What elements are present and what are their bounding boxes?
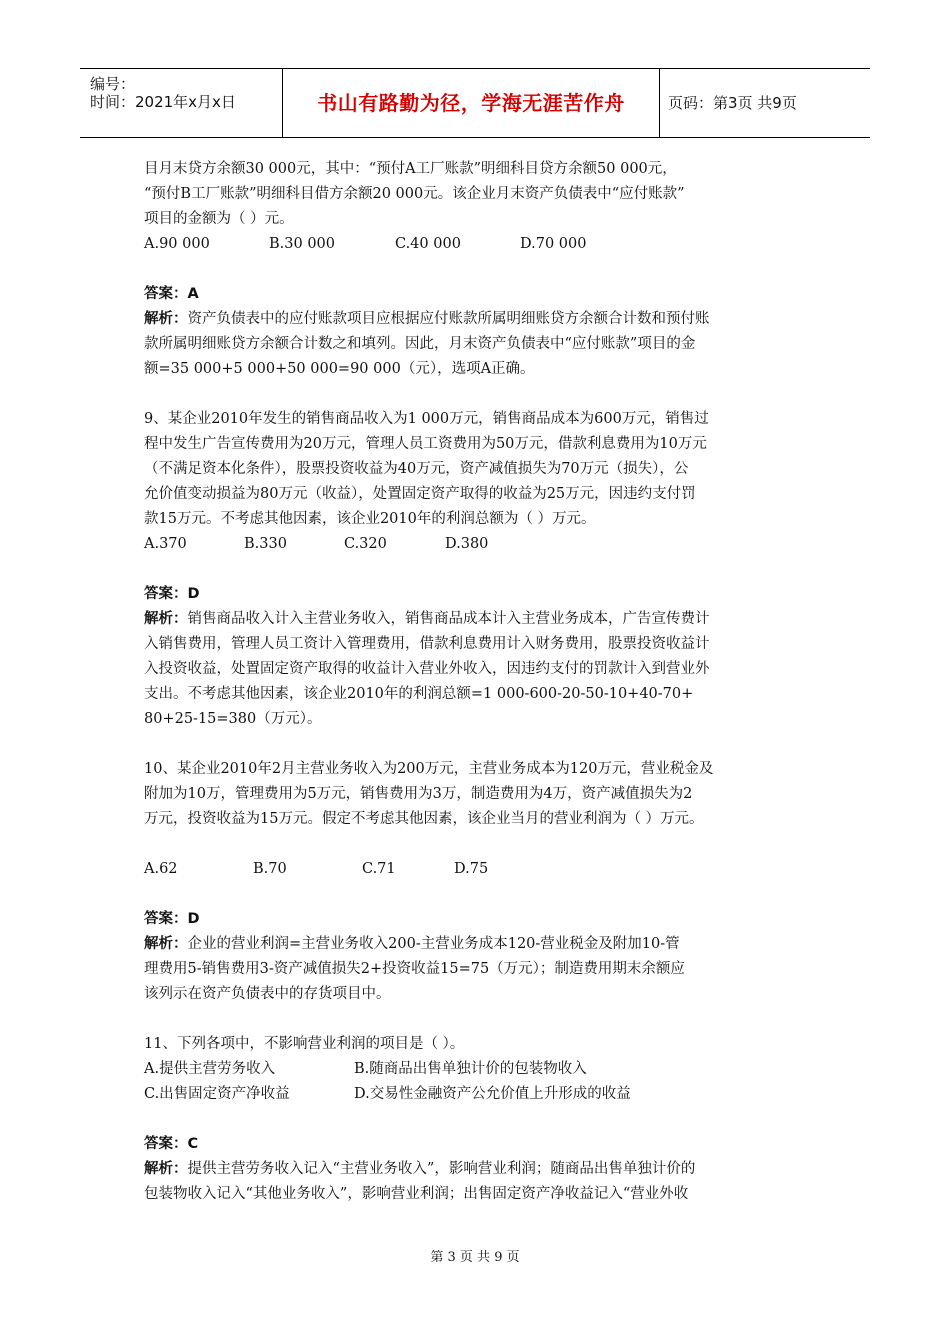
option-b: B.70 <box>253 861 287 877</box>
option-b: B.30 000 <box>269 236 336 252</box>
header-meta <box>80 69 283 137</box>
question-8 <box>144 157 804 382</box>
question-text-line: 项目的金额为（ ）元。 <box>144 211 294 227</box>
question-text-line: 9、某企业2010年发生的销售商品收入为1 000万元，销售商品成本为600万元，销售过 <box>144 411 709 427</box>
header-page-label: 页码：第3页 共9页 <box>668 94 797 112</box>
option-d: D.75 <box>454 861 489 877</box>
question-text-line: 允价值变动损益为80万元（收益），处置固定资产取得的收益为25万元，因违约支付罚 <box>144 486 696 502</box>
analysis-first-line <box>144 1157 804 1182</box>
document-body <box>144 157 804 1207</box>
question-9 <box>144 407 804 732</box>
option-b: B.330 <box>244 536 287 552</box>
analysis-line: 包装物收入记入“其他业务收入”，影响营业利润；出售固定资产净收益记入“营业外收 <box>144 1186 689 1202</box>
question-text-line: 款15万元。不考虑其他因素，该企业2010年的利润总额为（ ）万元。 <box>144 511 596 527</box>
question-text-line: 10、某企业2010年2月主营业务收入为200万元，主营业务成本为120万元，营业税金及 <box>144 761 714 777</box>
analysis-text: 资产负债表中的应付账款项目应根据应付账款所属明细账贷方余额合计数和预付账 <box>187 311 710 327</box>
analysis-text: 提供主营劳务收入记入“主营业务收入”，影响营业利润；随商品出售单独计价的 <box>187 1161 696 1177</box>
question-10 <box>144 757 804 1007</box>
answer-line: 答案：D <box>144 911 200 927</box>
analysis-line: 入销售费用，管理人员工资计入管理费用，借款利息费用计入财务费用，股票投资收益计 <box>144 636 710 652</box>
question-text-line: （不满足资本化条件），股票投资收益为40万元，资产减值损失为70万元（损失），公 <box>144 461 689 477</box>
analysis-line: 额=35 000+5 000+50 000=90 000（元），选项A正确。 <box>144 361 535 377</box>
analysis-label: 解析： <box>144 611 188 627</box>
analysis-line: 理费用5-销售费用3-资产减值损失2+投资收益15=75（万元）；制造费用期末余额应 <box>144 961 685 977</box>
date-line: 时间：2021年x月x日 <box>90 93 236 111</box>
question-text-line: 附加为10万，管理费用为5万元，销售费用为3万，制造费用为4万，资产减值损失为2 <box>144 786 693 802</box>
answer-line: 答案：A <box>144 286 199 302</box>
question-text-line: 目月末贷方余额30 000元，其中：“预付A工厂账款”明细科目贷方余额50 000元， <box>144 161 677 177</box>
option-d: D.交易性金融资产公允价值上升形成的收益 <box>354 1086 631 1102</box>
option-c: C.71 <box>362 861 396 877</box>
question-11 <box>144 1032 804 1207</box>
option-a: A.62 <box>144 861 178 877</box>
question-text-line: 程中发生广告宣传费用为20万元，管理人员工资费用为50万元，借款利息费用为10万元 <box>144 436 707 452</box>
analysis-first-line <box>144 932 804 957</box>
options-row <box>144 857 804 882</box>
question-text-line: 万元，投资收益为15万元。假定不考虑其他因素，该企业当月的营业利润为（ ）万元。 <box>144 811 704 827</box>
analysis-line: 入投资收益，处置固定资产取得的收益计入营业外收入，因违约支付的罚款计入到营业外 <box>144 661 710 677</box>
option-a: A.提供主营劳务收入 <box>144 1061 276 1077</box>
analysis-label: 解析： <box>144 936 188 952</box>
analysis-first-line <box>144 307 804 332</box>
analysis-label: 解析： <box>144 1161 188 1177</box>
analysis-text: 销售商品收入计入主营业务收入，销售商品成本计入主营业务成本，广告宣传费计 <box>187 611 710 627</box>
option-d: D.70 000 <box>520 236 587 252</box>
option-c: C.40 000 <box>395 236 461 252</box>
page-footer: 第 3 页 共 9 页 <box>430 1250 520 1265</box>
analysis-line: 80+25-15=380（万元）。 <box>144 711 322 727</box>
page-header <box>80 68 870 138</box>
option-c: C.320 <box>344 536 387 552</box>
option-d: D.380 <box>445 536 489 552</box>
option-c: C.出售固定资产净收益 <box>144 1086 290 1102</box>
number-label: 编号： <box>90 75 136 93</box>
options-row <box>144 1057 804 1082</box>
analysis-text: 企业的营业利润=主营业务收入200-主营业务成本120-营业税金及附加10-管 <box>187 936 680 952</box>
option-a: A.90 000 <box>144 236 210 252</box>
answer-line: 答案：C <box>144 1136 199 1152</box>
header-motto: 书山有路勤为径，学海无涯苦作舟 <box>283 69 660 137</box>
analysis-line: 该列示在资产负债表中的存货项目中。 <box>144 986 391 1002</box>
question-text-line: 11、下列各项中，不影响营业利润的项目是（ ）。 <box>144 1036 465 1052</box>
options-row <box>144 532 804 557</box>
analysis-label: 解析： <box>144 311 188 327</box>
answer-line: 答案：D <box>144 586 200 602</box>
analysis-line: 支出。不考虑其他因素，该企业2010年的利润总额=1 000-600-20-50-10+40-70+ <box>144 686 694 702</box>
options-row <box>144 232 804 257</box>
analysis-line: 款所属明细账贷方余额合计数之和填列。因此，月末资产负债表中“应付账款”项目的金 <box>144 336 696 352</box>
option-b: B.随商品出售单独计价的包装物收入 <box>354 1061 587 1077</box>
question-text-line: “预付B工厂账款”明细科目借方余额20 000元。该企业月末资产负债表中“应付账款” <box>144 186 685 202</box>
options-row <box>144 1082 804 1107</box>
analysis-first-line <box>144 607 804 632</box>
option-a: A.370 <box>144 536 187 552</box>
